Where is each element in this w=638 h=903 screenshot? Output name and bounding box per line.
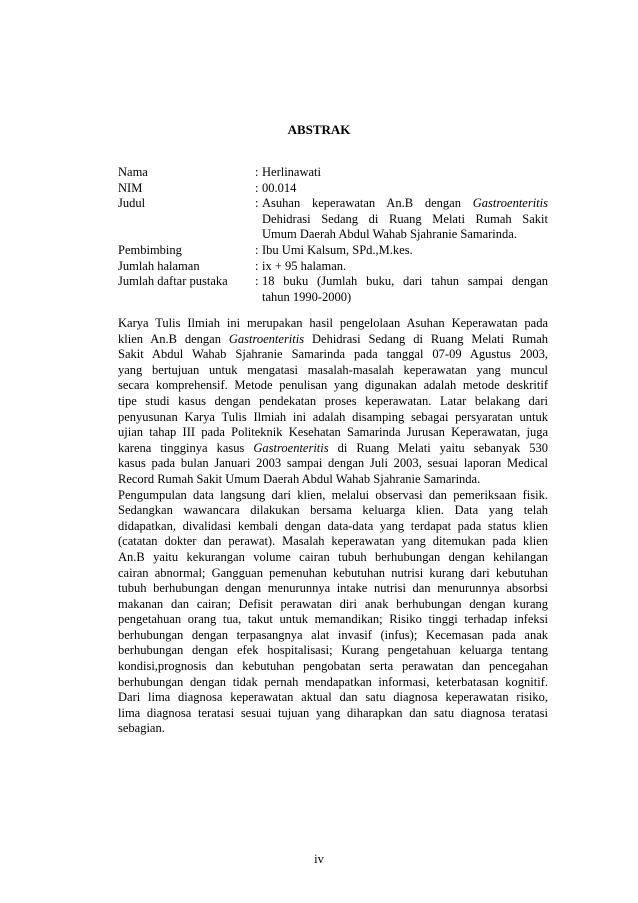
body-line: Sakit Abdul Wahab Sjahranie Samarinda pada tanggal 07-09 Agustus 2003, <box>118 347 548 362</box>
body-line: (catatan dokter dan perawat). Masalah keperawatan yang ditemukan pada klien <box>118 534 548 549</box>
meta-label-jumlah-halaman: Jumlah halaman <box>118 258 200 273</box>
italic-term: Gastroenteritis <box>228 331 305 346</box>
judul-line-3: Umum Daerah Abdul Wahab Sjahranie Samarinda. <box>262 227 517 242</box>
body-line: kondisi,prognosis dan kebutuhan pengobatan serta perawatan dan pencegahan <box>118 659 548 674</box>
body-line: penyusunan Karya Tulis Ilmiah ini adalah disamping sebagai persyaratan untuk <box>118 409 548 424</box>
meta-colon: : <box>255 180 259 195</box>
body-line <box>118 441 548 457</box>
body-line: berhubungan dengan terpasangnya alat invasif (infus); Kecemasan pada anak <box>118 627 548 642</box>
judul-line-2: Dehidrasi Sedang di Ruang Melati Rumah Sakit <box>262 211 548 226</box>
meta-label-nama: Nama <box>118 165 148 179</box>
meta-value-nama: Herlinawati <box>262 165 322 179</box>
page-title: ABSTRAK <box>287 122 351 137</box>
pustaka-line-1: 18 buku (Jumlah buku, dari tahun sampai dengan <box>262 274 548 289</box>
body-line: berhubungan dengan efek hospitalisasi; Kurang pengetahuan keluarga tentang <box>118 643 548 658</box>
meta-label-jumlah-pustaka: Jumlah daftar pustaka <box>118 274 228 289</box>
meta-colon: : <box>255 274 259 289</box>
meta-row-pembimbing <box>118 243 548 259</box>
meta-label-judul: Judul <box>118 196 146 211</box>
judul-text: Asuhan keperawatan An.B dengan <box>262 196 473 211</box>
meta-label-pembimbing: Pembimbing <box>118 242 182 257</box>
meta-row-judul <box>118 196 548 243</box>
body-line: ujian tahap III pada Politeknik Kesehatan Samarinda Jurusan Keperawatan, juga <box>118 425 548 440</box>
body-line: cairan abnormal; Gangguan pemenuhan kebutuhan nutrisi kurang dari kebutuhan <box>118 565 548 580</box>
body-line: Sedangkan wawancara dilakukan bersama keluarga klien. Data yang telah <box>118 503 548 518</box>
meta-value-judul <box>262 196 548 243</box>
body-line: Dari lima diagnosa keperawatan aktual dan satu diagnosa keperawatan risiko, <box>118 690 548 705</box>
judul-italic-term: Gastroenteritis <box>472 196 548 211</box>
meta-value-pembimbing: Ibu Umi Kalsum, SPd.,M.kes. <box>262 242 413 257</box>
body-line: didapatkan, divalidasi kembali dengan data-data yang terdapat pada status klien <box>118 518 548 533</box>
meta-row-nim <box>118 181 548 197</box>
body-line: Pengumpulan data langsung dari klien, melalui observasi dan pemeriksaan fisik. <box>118 487 548 502</box>
body-line: sebagian. <box>118 721 165 736</box>
body-line <box>118 332 548 348</box>
page-number: iv <box>314 852 324 866</box>
body-line: tubuh berhubungan dengan menurunnya intake nutrisi dan menurunnya absorbsi <box>118 581 548 596</box>
body-line: berhubungan dengan tidak pernah mendapatkan informasi, keterbatasan kognitif. <box>118 674 548 689</box>
body-line: lima diagnosa teratasi sesuai tujuan yang diharapkan dan satu diagnosa teratasi <box>118 705 548 720</box>
body-line: yang bertujuan untuk mengatasi masalah-masalah keperawatan yang muncul <box>118 362 548 377</box>
abstract-paragraph <box>118 316 548 737</box>
body-line: kasus pada bulan Januari 2003 sampai dengan Juli 2003, sesuai laporan Medical <box>118 456 548 471</box>
italic-term: Gastroenteritis <box>253 440 329 455</box>
meta-row-nama <box>118 165 548 181</box>
body-text: karena tingginya kasus <box>118 440 254 455</box>
judul-line-1 <box>262 196 548 212</box>
meta-value-nim: 00.014 <box>262 180 297 195</box>
pustaka-line-2: tahun 1990-2000) <box>262 289 352 304</box>
body-line: Karya Tulis Ilmiah ini merupakan hasil pengelolaan Asuhan Keperawatan pada <box>118 316 548 330</box>
meta-row-jumlah-pustaka <box>118 274 548 305</box>
meta-colon: : <box>255 242 259 257</box>
body-line: An.B yaitu kekurangan volume cairan tubuh berhubungan dengan kehilangan <box>118 549 548 564</box>
meta-label-nim: NIM <box>118 180 143 195</box>
meta-value-jumlah-pustaka <box>262 274 548 305</box>
meta-row-jumlah-halaman <box>118 259 548 275</box>
meta-colon: : <box>255 196 259 211</box>
meta-colon: : <box>255 258 259 273</box>
metadata-block <box>118 165 548 305</box>
body-line: tipe studi kasus dengan pendekatan proses keperawatan. Latar belakang dari <box>118 393 548 408</box>
body-line: Record Rumah Sakit Umum Daerah Abdul Wahab Sjahranie Samarinda. <box>118 471 481 486</box>
meta-value-jumlah-halaman: ix + 95 halaman. <box>262 258 347 273</box>
body-line: secara komprehensif. Metode penulisan yang digunakan adalah metode deskritif <box>118 378 548 393</box>
body-text: Dehidrasi Sedang di Ruang Melati Rumah <box>304 331 549 346</box>
meta-colon: : <box>255 165 259 179</box>
body-text: di Ruang Melati yaitu sebanyak 530 <box>328 440 548 455</box>
body-text: klien An.B dengan <box>118 331 229 346</box>
body-line: makanan dan cairan; Defisit perawatan diri anak berhubungan dengan kurang <box>118 596 548 611</box>
body-line: pengetahuan orang tua, takut untuk memandikan; Risiko tinggi terhadap infeksi <box>118 612 548 627</box>
